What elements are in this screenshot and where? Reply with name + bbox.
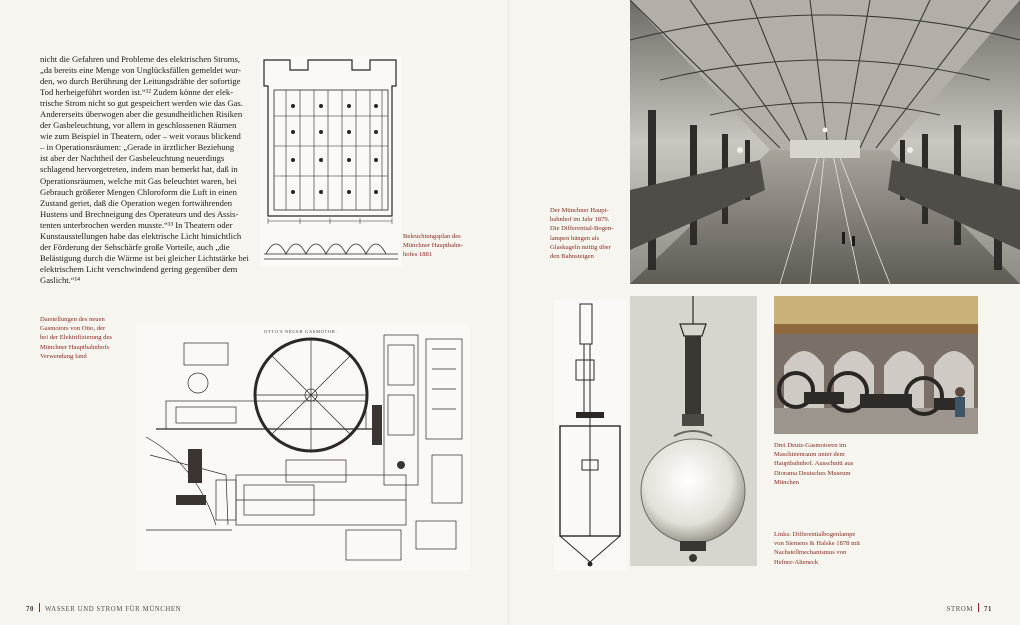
body-line: Hustens und Brechneigung des Operateurs und des Assis- — [40, 208, 239, 219]
caption-line: Beleuchtungsplan des — [403, 233, 461, 240]
caption-line: bahnhof im Jahr 1879. — [550, 216, 610, 224]
folio-divider — [978, 603, 979, 612]
lighting-plan-illustration — [260, 56, 402, 266]
caption-line: Hefner-Alteneck — [774, 558, 819, 566]
folio-divider — [39, 603, 40, 612]
caption-line: Glaskugeln mittig über — [550, 243, 611, 251]
body-line: Gebrauch größerer Mengen Chloroform die Luft in einen — [40, 186, 237, 197]
body-line: – in Operationsräumen: „Gerade in ärztlicher Beziehung — [40, 142, 235, 153]
folio-right — [947, 603, 992, 613]
body-line: der Förderung der Sehschärfe große Vorteile, auch „die — [40, 241, 230, 252]
body-line: Operationsräumen, welche mit Gas beleuchtet waren, bei — [40, 175, 237, 186]
body-line: ist aber der Nachtheil der Gasbeleuchtung neuerdings — [40, 153, 225, 164]
caption-line: von Siemens & Halske 1878 mit — [774, 540, 860, 548]
caption-line: Münchner Hauptbahnhofs — [40, 343, 110, 351]
caption-line: Der Münchner Haupt- — [550, 207, 609, 214]
caption-line: Darstellungen des neuen — [40, 316, 105, 323]
caption-line: den Bahnsteigen — [550, 253, 594, 261]
caption-line: lampen hängen als — [550, 234, 600, 242]
caption-station-hall — [550, 206, 630, 261]
gas-motors-diorama-photo — [774, 296, 978, 434]
caption-line: Diorama Deutsches Museum — [774, 469, 851, 477]
station-hall-illustration — [630, 0, 1020, 284]
running-title-right: STROM — [946, 606, 973, 613]
right-page — [510, 0, 1020, 625]
caption-line: Hauptbahnhof. Ausschnitt aus — [774, 460, 854, 468]
body-line: tenten unterbrochen werden musste.“¹³ In Theatern oder — [40, 219, 233, 230]
body-line: nicht die Gefahren und Probleme des elektrischen Stroms, — [40, 54, 240, 64]
lamp-mechanism-drawing — [554, 300, 626, 570]
gas-motors-illustration — [774, 296, 978, 434]
body-line: Kunstausstellungen habe das elektrische Licht hinsichtlich — [40, 230, 242, 241]
caption-gas-engine — [40, 315, 140, 361]
lighting-plan-drawing — [260, 56, 402, 266]
body-line: trische Strom nicht so gut gespeichert werden wie das Gas. — [40, 98, 243, 109]
caption-line: Verwendung fand — [40, 352, 87, 360]
page-number-left: 70 — [26, 606, 34, 613]
body-line: elektrischem Licht verschwindend gering gegenüber dem — [40, 263, 238, 274]
body-line: der Gasbeleuchtung, vor allem in geschlossenen Räumen — [40, 120, 237, 131]
body-line: Belästigung durch die Wärme ist bei gleicher Lichtstärke bei — [40, 252, 249, 263]
gas-engine-plate — [136, 325, 470, 570]
caption-line: Nachstellmechanismus von — [774, 549, 847, 557]
folio-left — [26, 603, 181, 613]
caption-line: Maschinenraum unter dem — [774, 451, 845, 459]
station-hall-photo — [630, 0, 1020, 284]
caption-line: Münchner Hauptbahn- — [403, 242, 463, 250]
caption-line: Die Differential-Bogen- — [550, 225, 614, 233]
body-line: Tod herbeigeführt worden ist.“¹² Zudem könne der elek- — [40, 87, 234, 98]
caption-line: Drei Deutz-Gasmotoren im — [774, 442, 847, 449]
caption-gas-motors — [774, 441, 904, 487]
body-line: Andererseits überwogen aber die gesundheitlichen Risiken — [40, 109, 243, 120]
arc-lamp-illustration — [630, 296, 757, 566]
running-title-left: WASSER UND STROM FÜR MÜNCHEN — [45, 606, 182, 613]
body-line: wie zum Beispiel in Theatern, oder – weit voraus blickend — [40, 131, 241, 142]
body-line: „da bereits eine Menge von Unglücksfällen gemeldet wur- — [40, 65, 241, 76]
lamp-mechanism-illustration — [554, 300, 626, 570]
plate-heading: OTTO'S NEUER GASMOTOR. — [264, 329, 338, 334]
caption-line: Links: Differentialbogenlampe — [774, 531, 856, 538]
arc-lamp-photo — [630, 296, 757, 566]
body-line: den, wo durch Berührung der Leitungsdrähte der sofortige — [40, 76, 241, 87]
caption-line: bei der Elektrifizierung des — [40, 334, 112, 342]
gas-engine-illustration — [136, 325, 470, 570]
caption-line: hofes 1881 — [403, 251, 433, 259]
caption-line: Gasmotors von Otto, der — [40, 325, 106, 333]
body-line: Zustand geriet, daß die Operation wegen fortwährenden — [40, 197, 233, 208]
body-text — [40, 54, 262, 286]
caption-line: München — [774, 478, 799, 486]
caption-lighting-plan — [403, 232, 503, 260]
caption-arc-lamp — [774, 530, 914, 567]
body-line: Gaslicht.“¹⁴ — [40, 274, 81, 285]
page-number-right: 71 — [984, 606, 992, 613]
body-line: schlagend hervorgetreten, indem man bemerkt hat, daß in — [40, 164, 238, 175]
